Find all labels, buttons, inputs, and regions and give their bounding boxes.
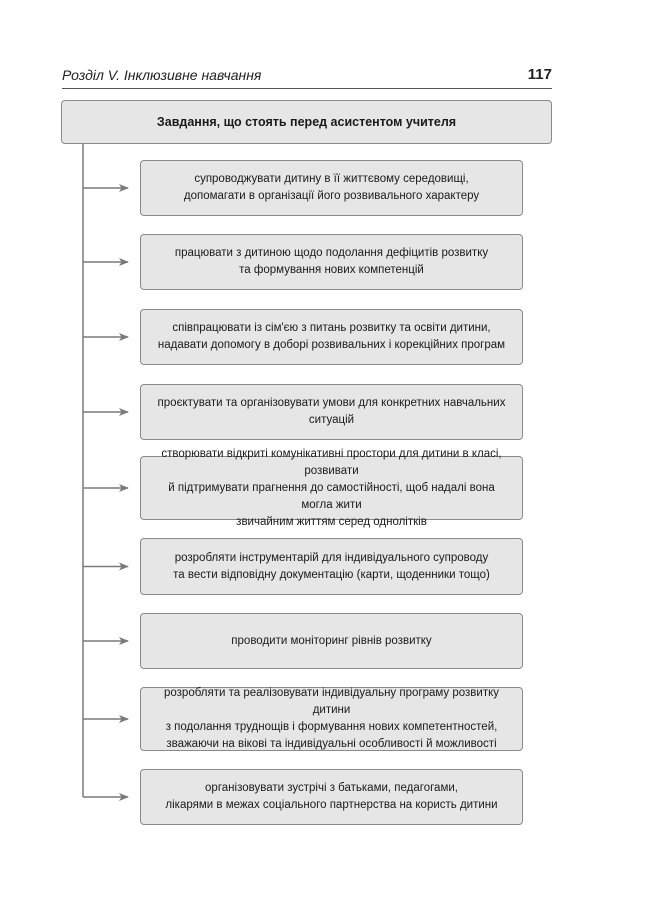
page-number: 117 xyxy=(527,66,552,83)
task-node-label: працювати з дитиною щодо подолання дефіцитів розвитку та формування нових компетенцій xyxy=(174,247,489,276)
root-node-label: Завдання, що стоять перед асистентом учителя xyxy=(156,115,457,129)
task-node-label: проєктувати та організовувати умови для конкретних навчальних ситуацій xyxy=(157,397,506,426)
task-node-label: організовувати зустрічі з батьками, педагогами, лікарями в межах соціального партнерства на користь дитини xyxy=(165,782,498,811)
task-node-label: створювати відкриті комунікативні простори для дитини в класі, розвивати й підтримувати прагнення до самостійності, щоб надалі вона могла жити звичайним життям серед однолітків xyxy=(161,447,502,528)
task-node-7 xyxy=(140,613,523,669)
task-node-9 xyxy=(140,769,523,825)
task-node-label: супроводжувати дитину в її життєвому середовищі, допомагати в організації його розвивального характеру xyxy=(183,173,480,202)
task-node-6 xyxy=(140,538,523,595)
task-node-1 xyxy=(140,160,523,216)
task-node-label: співпрацювати із сім'єю з питань розвитку та освіти дитини, надавати допомогу в доборі розвивальних і корекційних програм xyxy=(157,322,506,351)
task-node-label: розробляти та реалізовувати індивідуальну програму розвитку дитини з подолання труднощів і формування нових компетентностей, зважаючи на вікові та індивідуальні особливості й можливості xyxy=(163,687,500,750)
task-node-8 xyxy=(140,687,523,751)
task-node-2 xyxy=(140,234,523,290)
task-node-label: проводити моніторинг рівнів розвитку xyxy=(231,634,432,647)
task-node-3 xyxy=(140,309,523,365)
task-node-5 xyxy=(140,447,523,528)
task-node-4 xyxy=(140,384,523,440)
task-node-label: розробляти інструментарій для індивідуального супроводу та вести відповідну документацію (карти, щоденники тощо) xyxy=(173,551,490,581)
section-title: Розділ V. Інклюзивне навчання xyxy=(62,67,262,83)
root-node xyxy=(61,100,552,144)
